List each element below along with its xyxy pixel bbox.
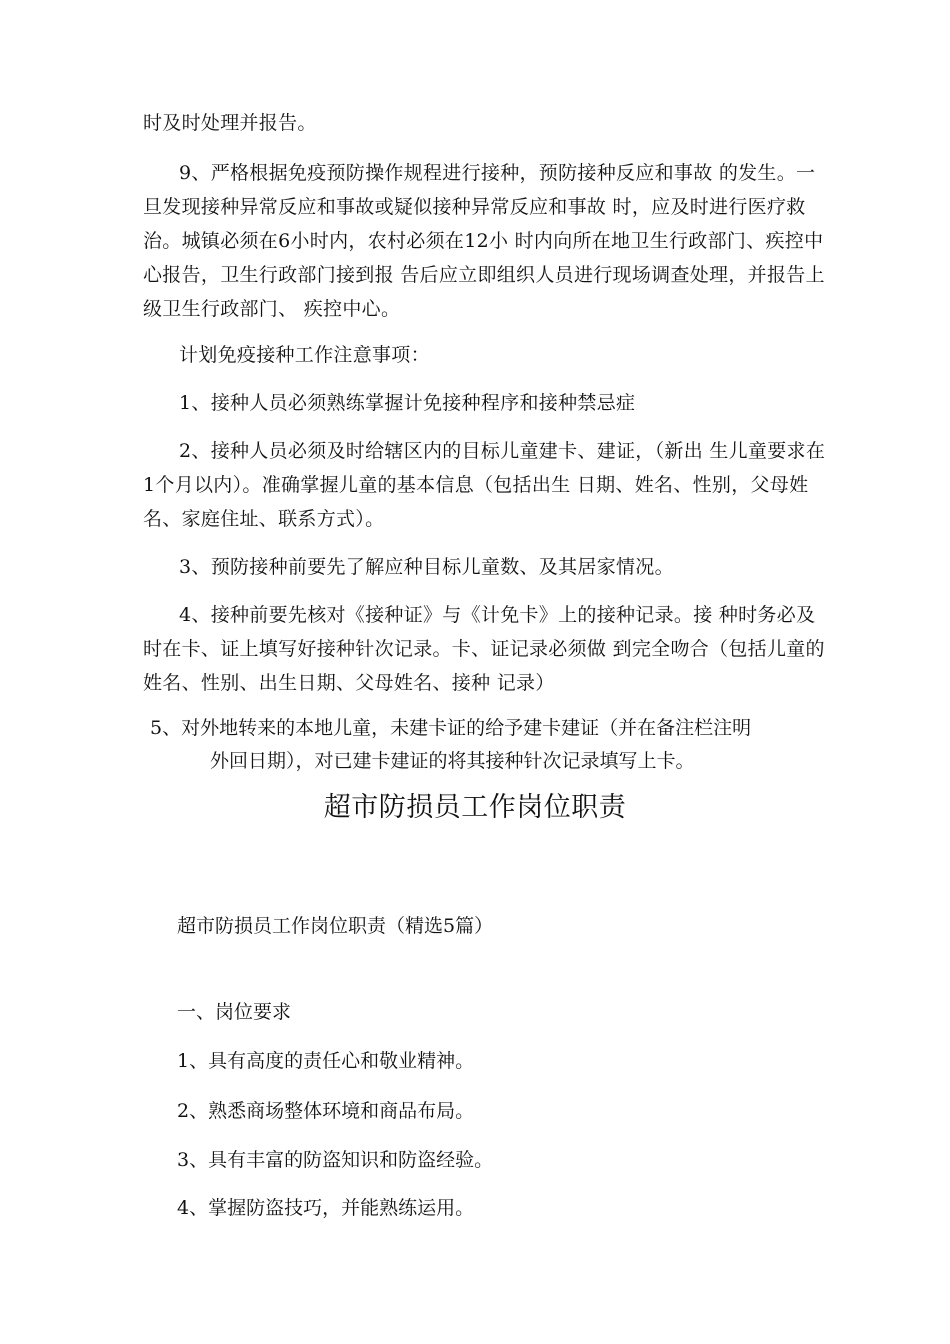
requirement-item: 4、掌握防盗技巧，并能熟练运用。 [177, 1197, 475, 1219]
paragraph-continuation: 时及时处理并报告。 [143, 112, 317, 134]
note-item-5-line-2: 外回日期），对已建卡建证的将其接种针次记录填写上卡。 [210, 750, 695, 772]
note-item-1: 1、接种人员必须熟练掌握计免接种程序和接种禁忌症 [179, 392, 636, 414]
requirement-item: 2、熟悉商场整体环境和商品布局。 [177, 1100, 475, 1122]
requirement-item: 3、具有丰富的防盗知识和防盗经验。 [177, 1149, 494, 1171]
document-title: 超市防损员工作岗位职责 [323, 792, 627, 823]
notes-heading: 计划免疫接种工作注意事项： [179, 344, 430, 366]
section-heading: 一、岗位要求 [177, 1001, 292, 1023]
note-item-5-line-1: 5、对外地转来的本地儿童，未建卡证的给予建卡建证（并在备注栏注明 [150, 717, 752, 739]
note-item-2: 2、接种人员必须及时给辖区内的目标儿童建卡、建证，（新出 生儿童要求在1个月以内）。准确掌握儿童的基本信息（包括出生 日期、姓名、性别，父母姓名、家庭住址、联系方式）。 [143, 440, 826, 530]
document-subtitle: 超市防损员工作岗位职责（精选5篇） [177, 915, 494, 937]
note-item-5 [150, 712, 833, 778]
note-item-4: 4、接种前要先核对《接种证》与《计免卡》上的接种记录。接 种时务必及时在卡、证上填写好接种针次记录。卡、证记录必须做 到完全吻合（包括儿童的姓名、性别、出生日期、父母姓名、接种 记录） [143, 604, 825, 694]
paragraph-item-9: 9、严格根据免疫预防操作规程进行接种，预防接种反应和事故 的发生。一旦发现接种异常反应和事故或疑似接种异常反应和事故 时，应及时进行医疗救治。城镇必须在6小时内，农村必须在12小 时内向所在地卫生行政部门、疾控中心报告，卫生行政部门接到报 告后应立即组织人员进行现场调查处理，并报告上级卫生行政部门、 疾控中心。 [143, 162, 825, 320]
note-item-3: 3、预防接种前要先了解应种目标儿童数、及其居家情况。 [179, 556, 674, 578]
requirement-item: 1、具有高度的责任心和敬业精神。 [177, 1050, 475, 1072]
